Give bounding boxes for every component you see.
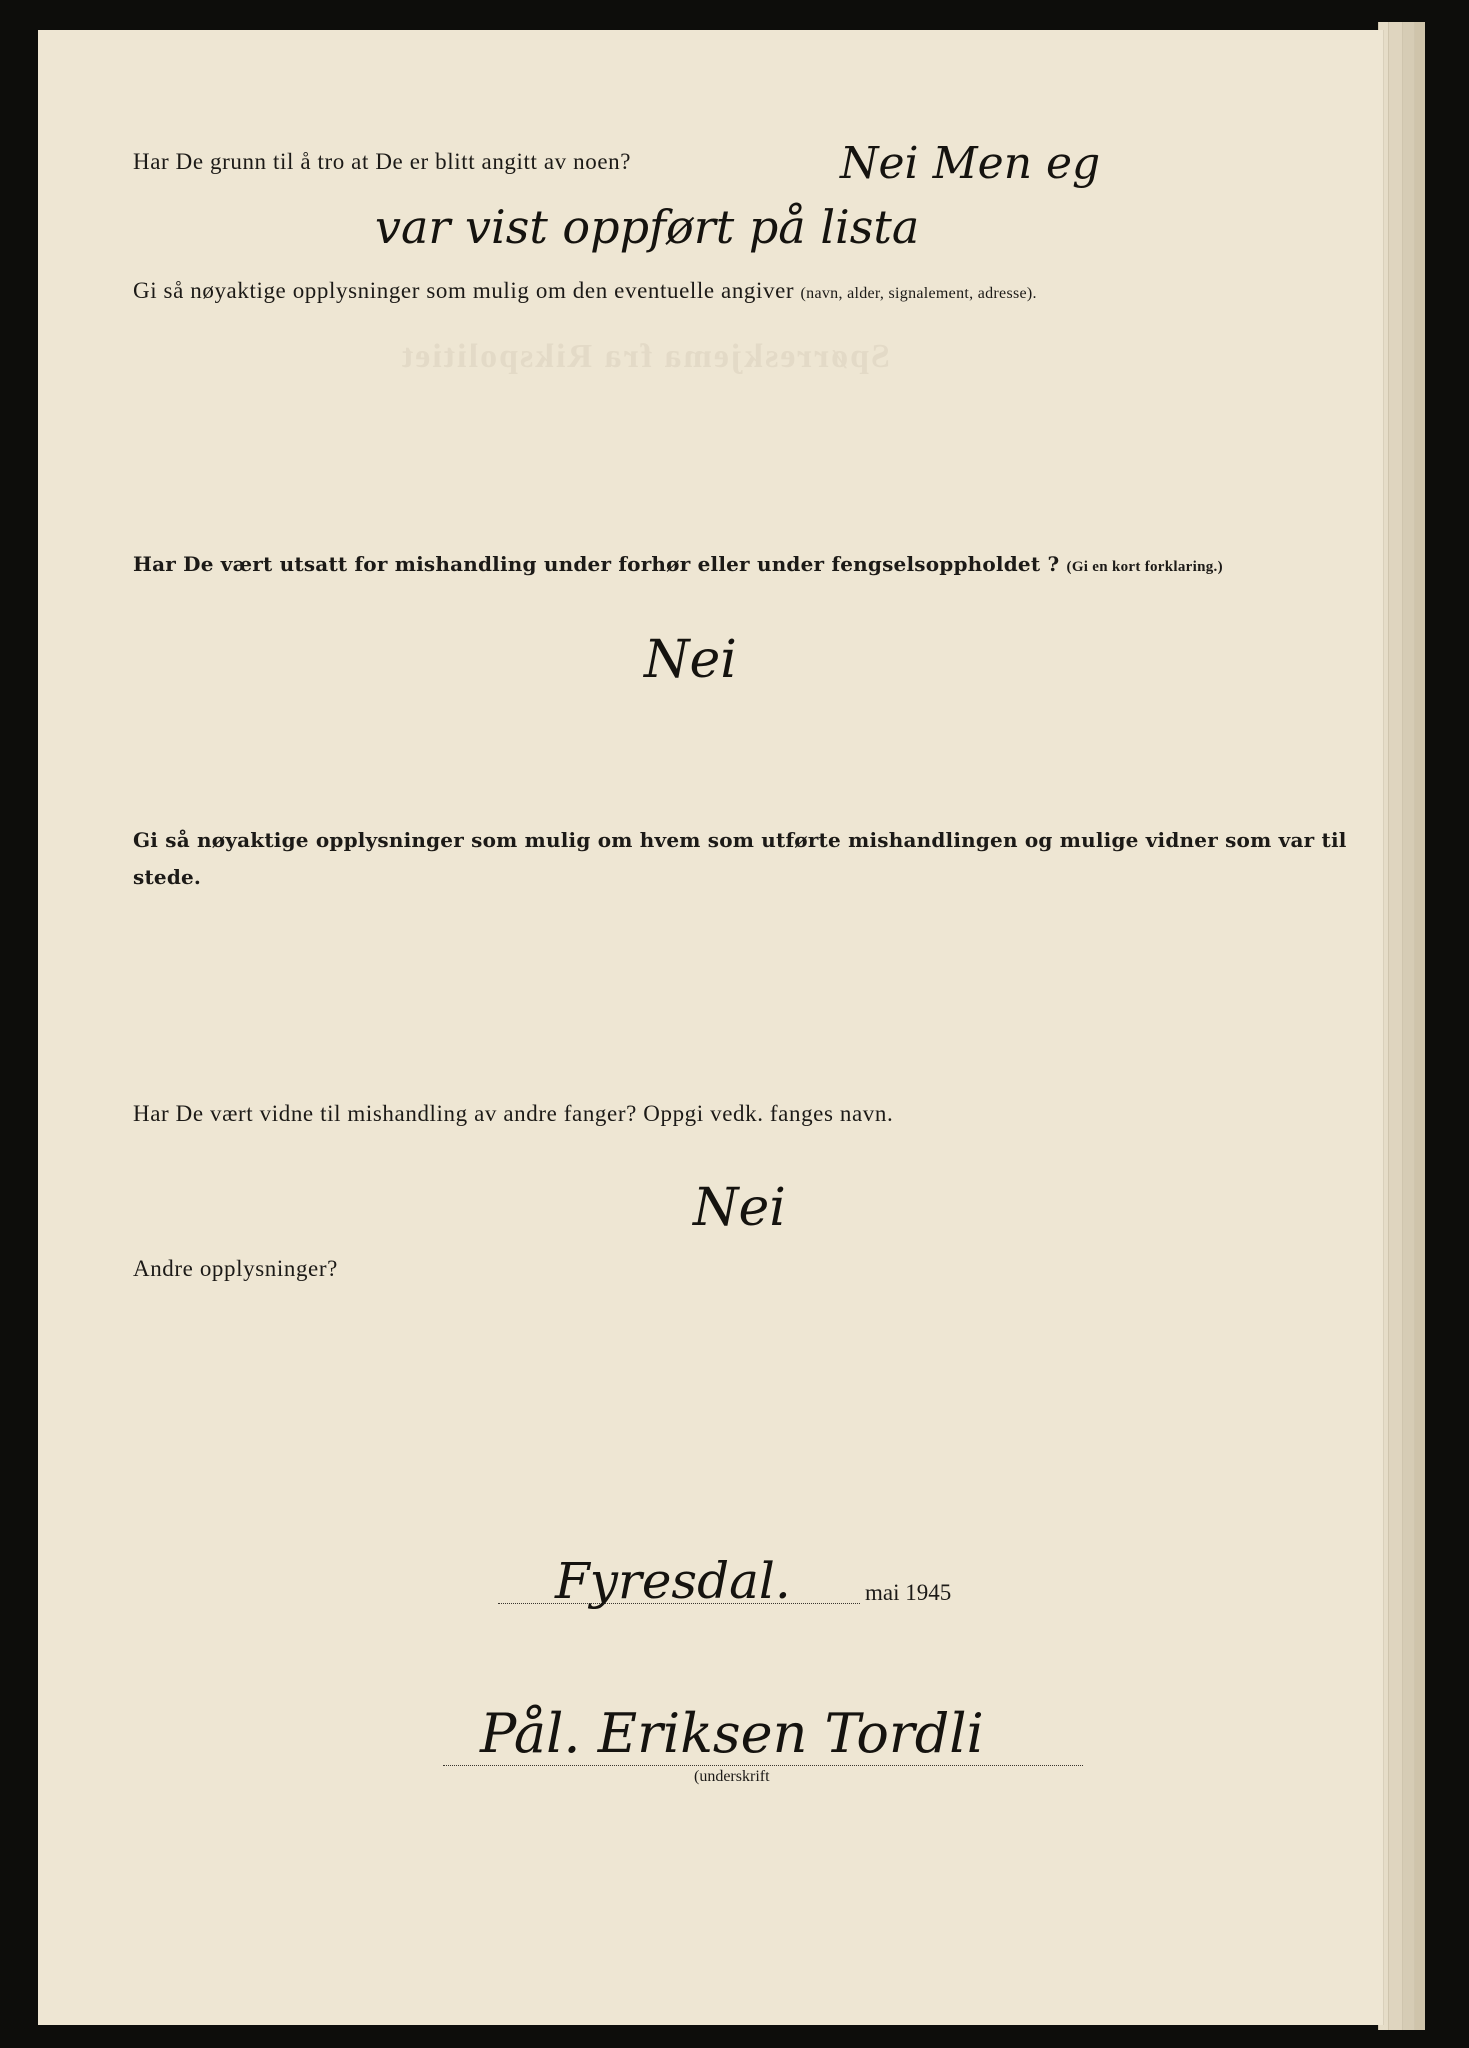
question-mistreatment-note: (Gi en kort forklaring.) xyxy=(1066,559,1223,575)
question-informant-details xyxy=(133,278,1037,304)
answer-witness: Nei xyxy=(693,1178,786,1238)
signature-caption: (underskrift xyxy=(694,1768,770,1785)
question-other-info: Andre opplysninger? xyxy=(133,1256,338,1281)
date-suffix: mai 1945 xyxy=(865,1580,952,1605)
question-informant-main: Gi så nøyaktige opplysninger som mulig om den eventuelle angiver xyxy=(133,278,795,303)
bleed-through-text: Spørreskjema fra Rikspolitiet xyxy=(400,338,890,375)
answer-mistreatment: Nei xyxy=(644,630,737,690)
question-informant-note: (navn, alder, signalement, adresse). xyxy=(800,285,1037,302)
page-edge xyxy=(1414,22,1425,2030)
answer-denounced-line1: Nei Men eg xyxy=(840,138,1101,189)
signature-line xyxy=(443,1765,1083,1766)
answer-denounced-line2: var vist oppført på lista xyxy=(375,200,920,254)
question-witness: Har De vært vidne til mishandling av andre fanger? Oppgi vedk. fanges navn. xyxy=(133,1101,894,1126)
page-edge xyxy=(1388,22,1403,2030)
question-denounced: Har De grunn til å tro at De er blitt angitt av noen? xyxy=(133,149,632,174)
place-handwritten: Fyresdal. xyxy=(555,1552,791,1610)
question-perpetrators: Gi så nøyaktige opplysninger som mulig om hvem som utførte mishandlingen og mulige vidner som var til stede. xyxy=(133,828,1347,889)
signature: Pål. Eriksen Tordli xyxy=(480,1702,984,1765)
question-mistreatment-main: Har De vært utsatt for mishandling under forhør eller under fengselsoppholdet ? xyxy=(133,552,1060,576)
question-mistreatment xyxy=(133,552,1223,576)
